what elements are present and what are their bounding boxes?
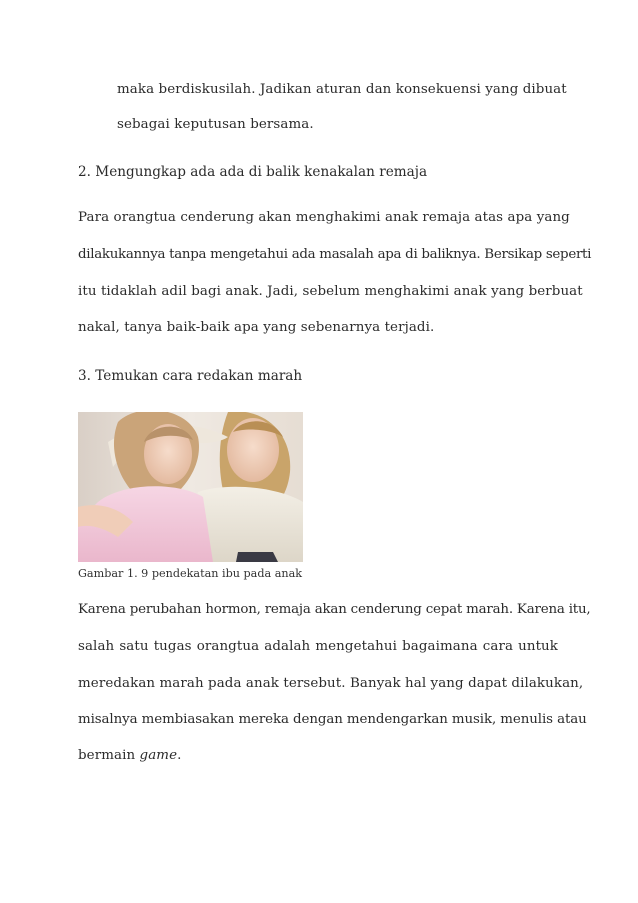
last-line-prefix: bermain xyxy=(78,748,140,763)
paragraph-1-line-1: maka berdiskusilah. Jadikan aturan dan konsekuensi yang dibuat xyxy=(117,82,567,97)
paragraph-3-line-3: meredakan marah pada anak tersebut. Banyak hal yang dapat dilakukan, xyxy=(78,676,584,691)
paragraph-2-line-2: dilakukannya tanpa mengetahui ada masalah apa di baliknya. Bersikap seperti xyxy=(78,247,592,262)
paragraph-3-line-1: Karena perubahan hormon, remaja akan cenderung cepat marah. Karena itu, xyxy=(78,602,591,617)
italic-word-game: game xyxy=(139,748,178,763)
paragraph-1-line-2: sebagai keputusan bersama. xyxy=(117,117,314,132)
mother-daughter-photo xyxy=(78,412,303,562)
section-heading-2: 2. Mengungkap ada ada di balik kenakalan remaja xyxy=(78,164,428,180)
section-heading-3: 3. Temukan cara redakan marah xyxy=(78,368,303,384)
last-line-suffix: . xyxy=(177,748,182,763)
paragraph-3-line-2: salah satu tugas orangtua adalah mengetahui bagaimana cara untuk xyxy=(78,639,558,654)
paragraph-2-line-1: Para orangtua cenderung akan menghakimi anak remaja atas apa yang xyxy=(78,210,570,225)
paragraph-2-line-3: itu tidaklah adil bagi anak. Jadi, sebelum menghakimi anak yang berbuat xyxy=(78,284,583,299)
figure-caption: Gambar 1. 9 pendekatan ibu pada anak xyxy=(78,567,303,580)
paragraph-3-line-5 xyxy=(78,746,558,766)
paragraph-3-line-4: misalnya membiasakan mereka dengan mendengarkan musik, menulis atau xyxy=(78,712,587,727)
paragraph-2-line-4: nakal, tanya baik-baik apa yang sebenarnya terjadi. xyxy=(78,320,435,335)
